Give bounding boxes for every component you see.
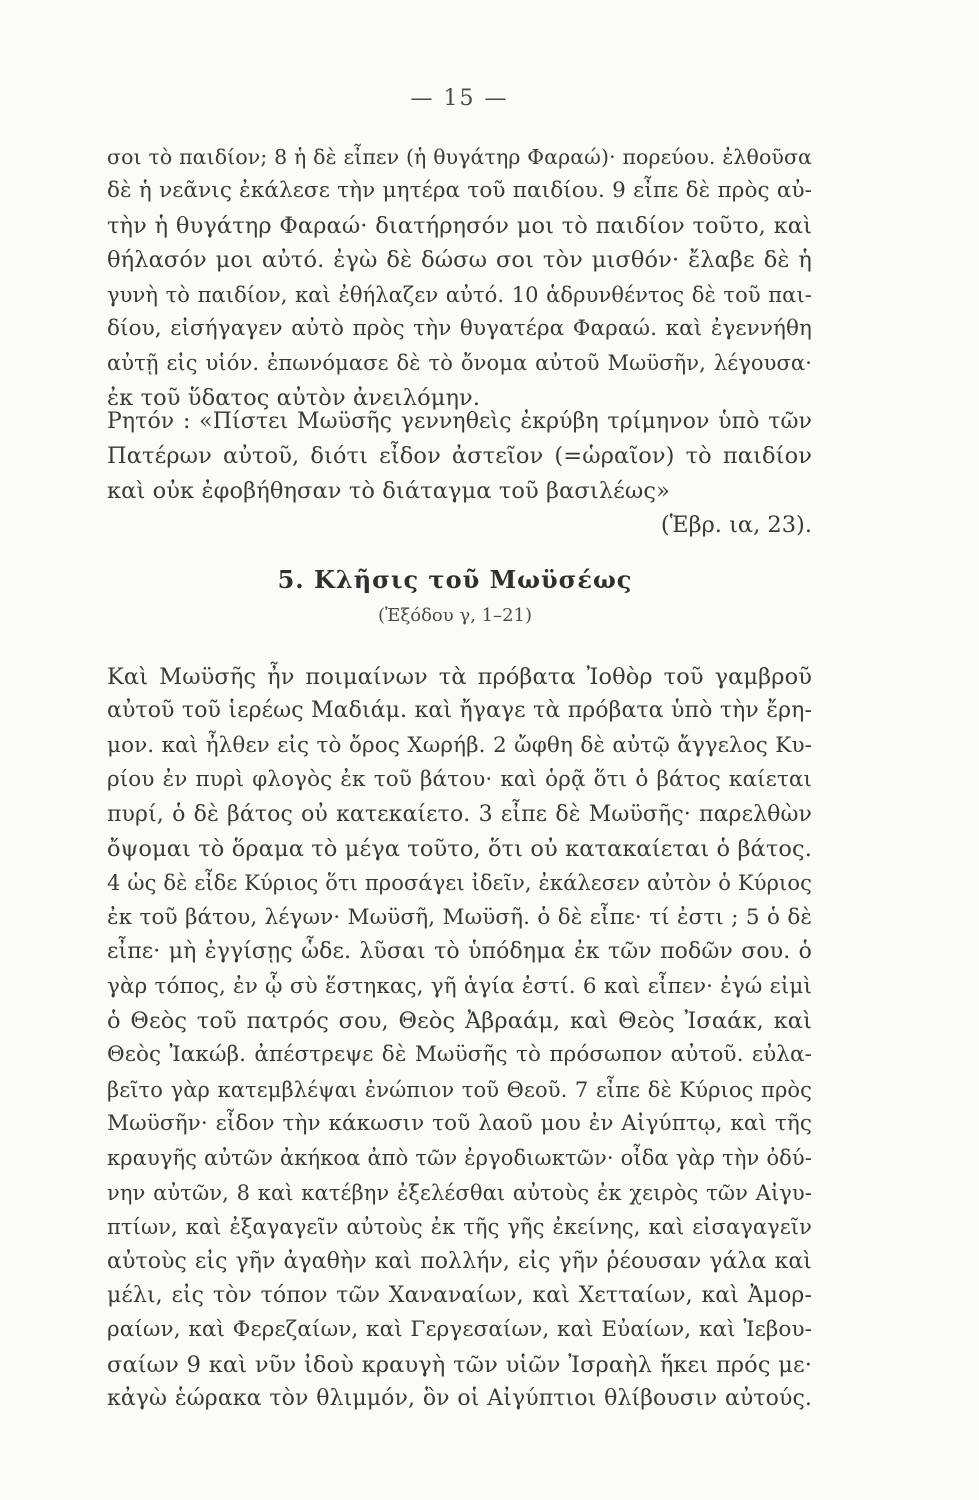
text-line: τὴν ἡ θυγάτηρ Φαραώ· διατήρησόν μοι τὸ παιδίον τοῦτο, καὶ: [107, 212, 812, 239]
section-subtitle: (Ἐξόδου γ, 1–21): [377, 605, 533, 626]
text-line: Ρητόν : «Πίστει Μωϋσῆς γεννηθεὶς ἐκρύβη τρίμηνον ὑπὸ τῶν: [107, 409, 812, 434]
text-line: σαίων 9 καὶ νῦν ἰδοὺ κραυγὴ τῶν υἱῶν Ἰσραὴλ ἥκει πρός με·: [107, 1351, 812, 1378]
text-line: πυρί, ὁ δὲ βάτος οὐ κατεκαίετο. 3 εἶπε δὲ Μωϋσῆς· παρελθὼν: [107, 801, 812, 827]
text-line: ὁ Θεὸς τοῦ πατρός σου, Θεὸς Ἀβραάμ, καὶ Θεὸς Ἰσαάκ, καὶ: [107, 1007, 812, 1034]
page-number: — 15 —: [410, 86, 509, 111]
quotation-reference: (Ἑβρ. ια, 23).: [660, 512, 812, 538]
text-line: ἐκ τοῦ ὕδατος αὐτὸν ἀνειλόμην.: [107, 384, 481, 411]
text-line: ρίου ἐν πυρὶ φλογὸς ἐκ τοῦ βάτου· καὶ ὁρᾷ ὅτι ὁ βάτος καίεται: [107, 767, 812, 793]
text-line: 4 ὡς δὲ εἶδε Κύριος ὅτι προσάγει ἰδεῖν, ἐκάλεσεν αὐτὸν ὁ Κύριος: [107, 871, 812, 896]
text-line: ὄψομαι τὸ ὅραμα τὸ μέγα τοῦτο, ὅτι οὐ κατακαίεται ὁ βάτος.: [107, 835, 812, 862]
text-line: μέλι, εἰς τὸν τόπον τῶν Χαναναίων, καὶ Χετταίων, καὶ Ἀμορ-: [107, 1283, 812, 1309]
paragraph-birth-of-moses: [107, 140, 812, 415]
text-line: αὐτοὺς εἰς γῆν ἀγαθὴν καὶ πολλήν, εἰς γῆν ῥέουσαν γάλα καὶ: [107, 1248, 812, 1274]
paragraph-calling-of-moses: [107, 660, 812, 1417]
text-line: ραίων, καὶ Φερεζαίων, καὶ Γεργεσαίων, καὶ Εὐαίων, καὶ Ἰεβου-: [107, 1317, 812, 1343]
text-line: γυνὴ τὸ παιδίον, καὶ ἐθήλαζεν αὐτό. 10 ἁδρυνθέντος δὲ τοῦ παι-: [107, 282, 812, 307]
text-line: δίου, εἰσήγαγεν αὐτὸ πρὸς τὴν θυγατέρα Φαραώ. καὶ ἐγεννήθη: [107, 315, 812, 341]
text-line: καὶ οὐκ ἐφοβήθησαν τὸ διάταγμα τοῦ βασιλέως»: [107, 477, 670, 504]
text-line: ἐκ τοῦ βάτου, λέγων· Μωϋσῆ, Μωϋσῆ. ὁ δὲ εἶπε· τί ἐστι ; 5 ὁ δὲ: [107, 904, 812, 930]
text-line: Μωϋσῆν· εἶδον τὴν κάκωσιν τοῦ λαοῦ μου ἐν Αἰγύπτῳ, καὶ τῆς: [107, 1111, 812, 1137]
text-line: Θεὸς Ἰακώβ. ἀπέστρεψε δὲ Μωϋσῆς τὸ πρόσωπον αὐτοῦ. εὐλα-: [107, 1042, 812, 1068]
text-line: αὐτῇ εἰς υἱόν. ἐπωνόμασε δὲ τὸ ὄνομα αὐτοῦ Μωϋσῆν, λέγουσα·: [107, 351, 812, 376]
text-line: αὐτοῦ τοῦ ἱερέως Μαδιάμ. καὶ ἤγαγε τὰ πρόβατα ὑπὸ τὴν ἔρη-: [107, 698, 812, 724]
text-line: σοι τὸ παιδίον; 8 ἡ δὲ εἶπεν (ἡ θυγάτηρ Φαραώ)· πορεύου. ἐλθοῦσα: [107, 145, 812, 169]
text-line: θήλασόν μοι αὐτό. ἐγὼ δὲ δώσω σοι τὸν μισθόν· ἔλαβε δὲ ἡ: [107, 247, 812, 274]
text-line: πτίων, καὶ ἐξαγαγεῖν αὐτοὺς ἐκ τῆς γῆς ἐκείνης, καὶ εἰσαγαγεῖν: [107, 1215, 812, 1240]
text-line: Πατέρων αὐτοῦ, διότι εἶδον ἀστεῖον (=ὡραῖον) τὸ παιδίον: [107, 443, 812, 470]
text-line: κραυγῆς αὐτῶν ἀκήκοα ἀπὸ τῶν ἐργοδιωκτῶν· οἶδα γὰρ τὴν ὀδύ-: [107, 1146, 812, 1171]
text-line: δὲ ἡ νεᾶνις ἐκάλεσε τὴν μητέρα τοῦ παιδίου. 9 εἶπε δὲ πρὸς αὐ-: [107, 178, 812, 204]
text-line: κἀγὼ ἑώρακα τὸν θλιμμόν, ὃν οἱ Αἰγύπτιοι θλίβουσιν αὐτούς.: [107, 1386, 812, 1412]
text-line: Καὶ Μωϋσῆς ἦν ποιμαίνων τὰ πρόβατα Ἰοθὸρ τοῦ γαμβροῦ: [107, 664, 812, 690]
section-heading: 5. Κλῆσις τοῦ Μωϋσέως: [277, 565, 633, 594]
text-line: βεῖτο γὰρ κατεμβλέψαι ἐνώπιον τοῦ Θεοῦ. 7 εἶπε δὲ Κύριος πρὸς: [107, 1077, 812, 1102]
text-line: μον. καὶ ἦλθεν εἰς τὸ ὄρος Χωρήβ. 2 ὤφθη δὲ αὐτῷ ἄγγελος Κυ-: [107, 732, 812, 758]
paragraph-quotation: [107, 405, 812, 508]
text-line: νην αὐτῶν, 8 καὶ κατέβην ἐξελέσθαι αὐτοὺς ἐκ χειρὸς τῶν Αἰγυ-: [107, 1180, 812, 1205]
text-line: γὰρ τόπος, ἐν ᾧ σὺ ἕστηκας, γῆ ἁγία ἐστί. 6 καὶ εἶπεν· ἐγώ εἰμὶ: [107, 973, 812, 999]
text-line: εἶπε· μὴ ἐγγίσῃς ὧδε. λῦσαι τὸ ὑπόδημα ἐκ τῶν ποδῶν σου. ὁ: [107, 939, 812, 965]
